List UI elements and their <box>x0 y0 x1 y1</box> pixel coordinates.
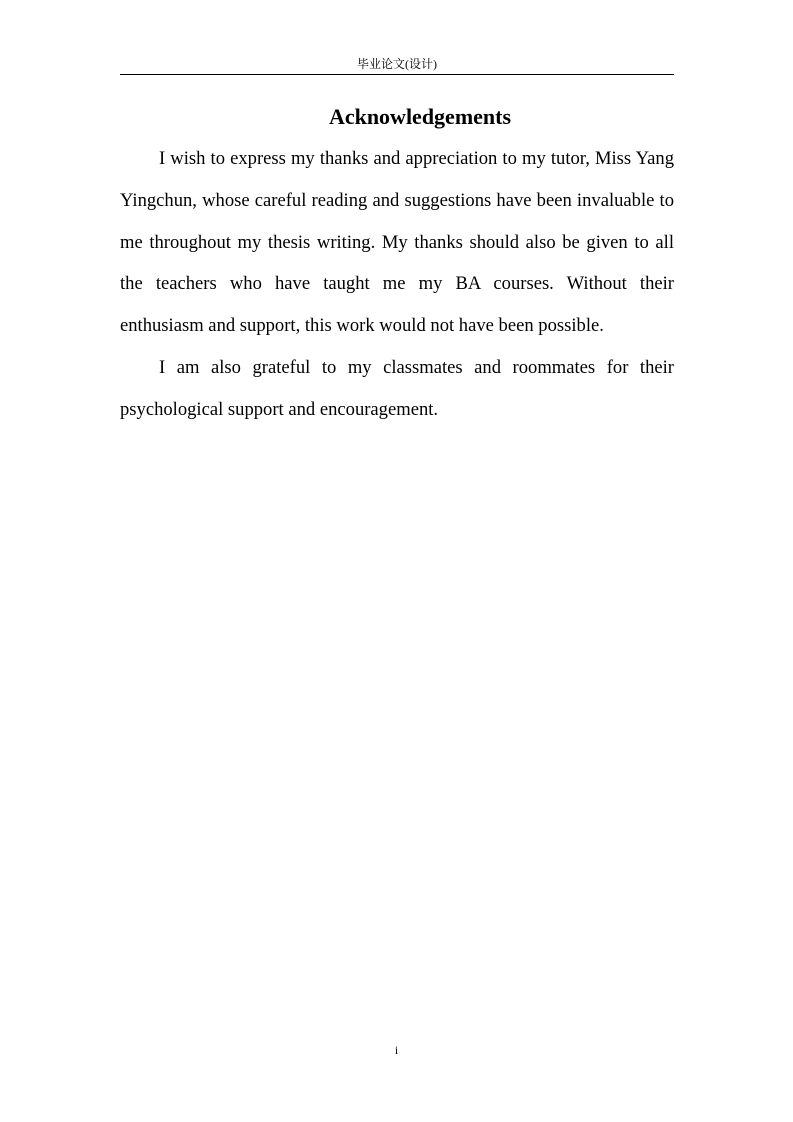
page-title: Acknowledgements <box>328 104 512 129</box>
page-number: i <box>394 1043 399 1057</box>
page-header <box>120 56 674 75</box>
header-title: 毕业论文(设计) <box>357 57 437 71</box>
paragraph: I wish to express my thanks and appreciation to my tutor, Miss Yang Yingchun, whose careful reading and suggestions have been invaluable to me throughout my thesis writing. My thanks should also be given to all the teachers who have taught me my BA courses. Without their enthusiasm and support, this work would not have been possible. <box>120 148 674 337</box>
acknowledgement-body <box>120 138 674 431</box>
paragraph: I am also grateful to my classmates and roommates for their psychological support and encouragement. <box>120 356 674 420</box>
